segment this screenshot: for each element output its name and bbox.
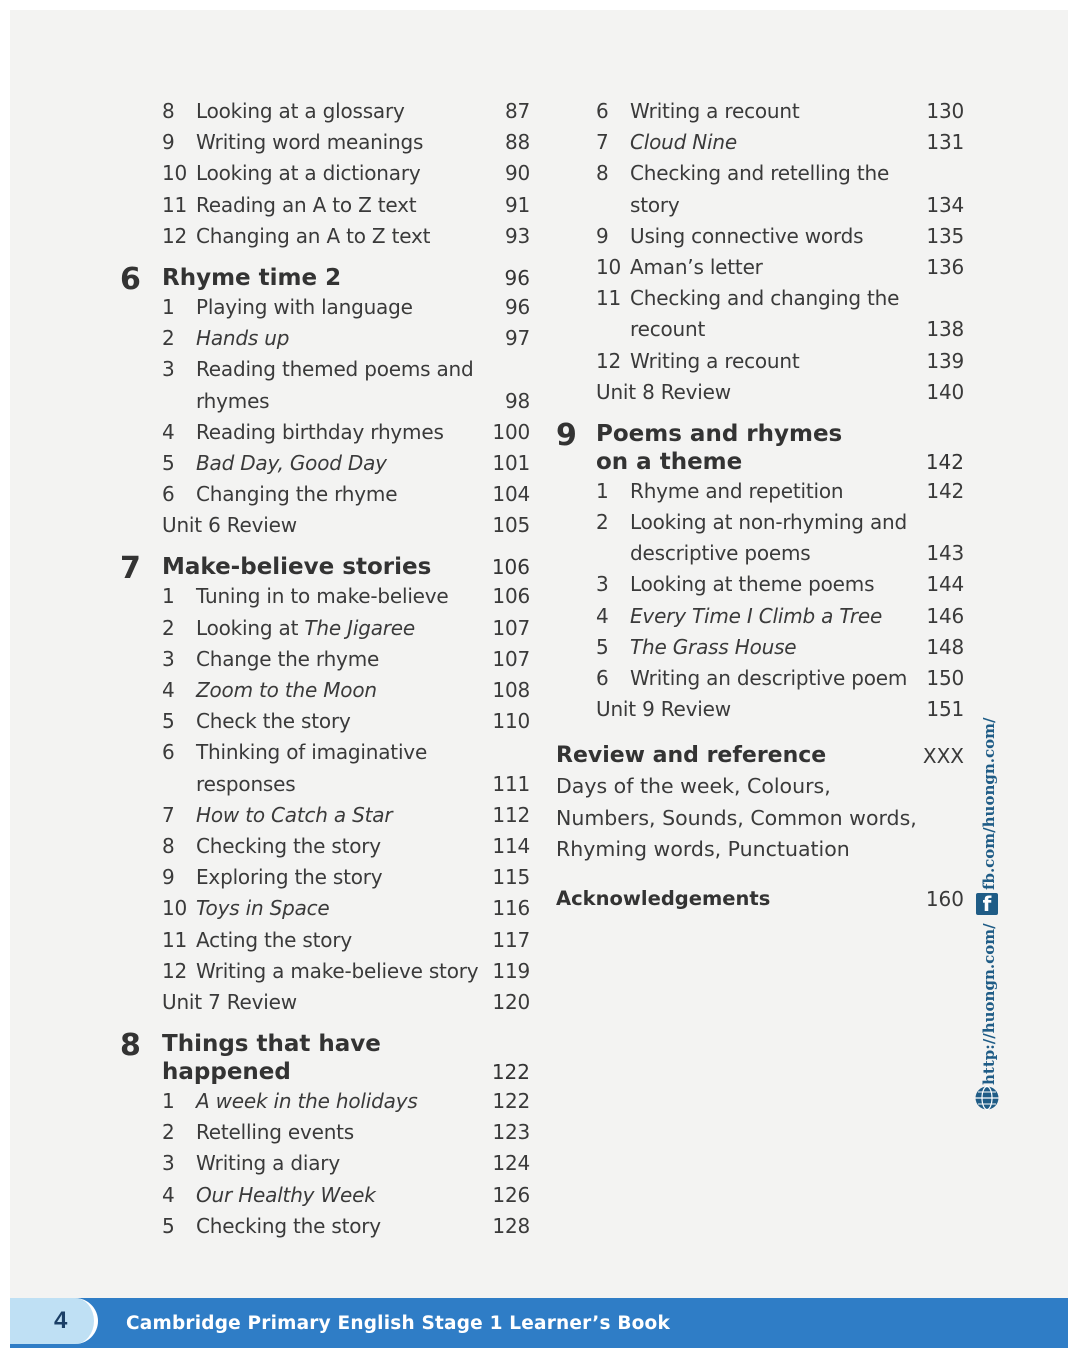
- entry-page: 117: [492, 927, 530, 952]
- entry-title: Change the rhyme: [196, 646, 380, 671]
- entry-number: 9: [162, 865, 175, 890]
- entry-page: 112: [492, 802, 530, 827]
- entry-number: 3: [162, 646, 175, 671]
- entry-page: 136: [926, 254, 964, 279]
- unit-number: 6: [120, 261, 141, 297]
- acknowledgements-page: 160: [925, 886, 964, 911]
- review-label: Unit 8 Review: [596, 379, 731, 404]
- entry-number: 12: [162, 958, 188, 983]
- globe-icon: [974, 1085, 1000, 1111]
- entry-title: [196, 613, 415, 644]
- entry-page: 148: [926, 634, 964, 659]
- entry-title: Thinking of imaginative: [196, 740, 428, 765]
- entry-number: 10: [162, 896, 188, 921]
- toc-entry: [556, 252, 964, 283]
- entry-title: Retelling events: [196, 1120, 355, 1145]
- entry-number: 5: [162, 1213, 175, 1238]
- toc-entry: [556, 346, 964, 377]
- entry-number: 5: [162, 709, 175, 734]
- entry-title: Looking at non-rhyming and: [630, 510, 907, 535]
- unit-number: 8: [120, 1028, 141, 1064]
- toc-entry: [556, 601, 964, 632]
- entry-number: 3: [162, 357, 175, 382]
- toc-entry: [556, 190, 964, 221]
- entry-number: 6: [162, 740, 175, 765]
- entry-title-italic: The Jigaree: [304, 615, 415, 640]
- toc-entry: [120, 800, 530, 831]
- entry-page: 135: [926, 223, 964, 248]
- entry-title: Acting the story: [196, 927, 352, 952]
- entry-title: Checking the story: [196, 1213, 381, 1238]
- toc-entry: [120, 448, 530, 479]
- reference-page: XXX: [922, 744, 964, 769]
- entry-number: 9: [162, 130, 175, 155]
- entry-page: 138: [926, 317, 964, 342]
- facebook-icon: f: [976, 893, 998, 915]
- toc-entry: [120, 323, 530, 354]
- review-page: 151: [926, 697, 964, 722]
- entry-title: Reading birthday rhymes: [196, 419, 444, 444]
- entry-title: Tuning in to make-believe: [196, 584, 449, 609]
- entry-page: 126: [492, 1182, 530, 1207]
- entry-number: 9: [596, 223, 609, 248]
- entry-number: 8: [162, 99, 175, 123]
- entry-title: story: [630, 192, 680, 217]
- reference-line: Rhyming words, Punctuation: [556, 837, 850, 862]
- toc-entry: [556, 158, 964, 189]
- toc-entry: [120, 1117, 530, 1148]
- toc-entry: [556, 283, 964, 314]
- entry-page: 119: [492, 958, 530, 983]
- entry-page: 87: [504, 99, 530, 123]
- toc-entry: [120, 479, 530, 510]
- entry-page: 96: [504, 294, 530, 319]
- entry-title: rhymes: [196, 388, 270, 413]
- entry-title: Writing a recount: [630, 348, 800, 373]
- entry-title: Exploring the story: [196, 865, 383, 890]
- toc-entry: [120, 158, 530, 189]
- entry-title: Cloud Nine: [630, 130, 737, 155]
- entry-title: Toys in Space: [196, 896, 330, 921]
- reference-line: Numbers, Sounds, Common words,: [556, 805, 917, 830]
- toc-entry: [120, 221, 530, 252]
- entry-page: 93: [504, 223, 530, 248]
- entry-title: Changing an A to Z text: [196, 223, 431, 248]
- toc-entry: [556, 538, 964, 569]
- book-title: Cambridge Primary English Stage 1 Learner’s Book: [126, 1313, 670, 1334]
- unit-number: 9: [556, 417, 577, 453]
- entry-number: 4: [162, 678, 175, 702]
- entry-page: 150: [926, 666, 964, 690]
- unit-title-line2: happened: [162, 1059, 291, 1086]
- toc-entry: [120, 1086, 530, 1117]
- entry-page: 114: [492, 833, 530, 858]
- unit-6-lessons: [120, 292, 530, 510]
- review-and-reference-section: [556, 741, 964, 865]
- unit-title-line2: on a theme: [596, 448, 743, 475]
- entry-title: Checking and changing the: [630, 286, 900, 311]
- entry-number: 6: [162, 482, 175, 507]
- entry-title: Reading themed poems and: [196, 357, 474, 382]
- toc-entry: [120, 613, 530, 644]
- facebook-watermark-text: fb.com/huongn.com/: [980, 717, 998, 890]
- toc-entry: [120, 769, 530, 800]
- toc-entry: [120, 354, 530, 385]
- unit-6-heading: [120, 261, 530, 297]
- entry-page: 104: [492, 482, 530, 507]
- entry-number: 4: [596, 603, 609, 628]
- entry-number: 1: [162, 294, 175, 319]
- toc-entry: [556, 569, 964, 600]
- entry-title: descriptive poems: [630, 541, 811, 566]
- side-watermark: [968, 717, 1012, 1120]
- toc-entry: [120, 862, 530, 893]
- entry-title: Hands up: [196, 326, 290, 351]
- entry-page: 97: [504, 326, 530, 351]
- entry-page: 128: [492, 1213, 530, 1238]
- toc-entry: [120, 127, 530, 158]
- toc-entry: [120, 386, 530, 417]
- review-label: Unit 9 Review: [596, 697, 731, 722]
- entry-number: 1: [162, 1089, 175, 1114]
- entry-number: 8: [596, 161, 609, 186]
- entry-page: 98: [504, 388, 530, 413]
- unit-8-lessons: [120, 1086, 530, 1242]
- entry-number: 6: [596, 99, 609, 123]
- entry-title: recount: [630, 317, 706, 342]
- review-label: Unit 6 Review: [162, 513, 297, 538]
- entry-number: 2: [162, 326, 175, 351]
- entry-title: The Grass House: [630, 634, 797, 659]
- entry-page: 111: [492, 771, 530, 796]
- toc-entry: [556, 96, 964, 127]
- toc-entry: [556, 507, 964, 538]
- entry-number: 4: [162, 1182, 175, 1207]
- toc-entry: [120, 581, 530, 612]
- entry-page: 143: [926, 541, 964, 566]
- entry-number: 6: [596, 666, 609, 690]
- unit-9-heading: [556, 417, 964, 476]
- unit-page: 142: [925, 449, 964, 474]
- entry-number: 10: [596, 254, 622, 279]
- entry-title: A week in the holidays: [196, 1089, 418, 1114]
- toc-entry: [120, 893, 530, 924]
- toc-entry: [120, 831, 530, 862]
- toc-entry: [120, 1211, 530, 1242]
- entry-number: 2: [162, 615, 175, 640]
- unit-7-lessons: [120, 581, 530, 986]
- entry-number: 7: [162, 802, 175, 827]
- entry-title: Writing word meanings: [196, 130, 424, 155]
- entry-number: 1: [162, 584, 175, 609]
- entry-number: 12: [162, 223, 188, 248]
- reference-title: Review and reference: [556, 743, 827, 769]
- entry-number: 11: [596, 286, 622, 311]
- review-page: 120: [492, 989, 530, 1014]
- entry-page: 107: [492, 646, 530, 671]
- toc-entry: [556, 476, 964, 507]
- entry-page: 91: [504, 192, 530, 217]
- entry-page: 107: [492, 615, 530, 640]
- contents-right-column: [556, 96, 964, 914]
- toc-entry: [120, 417, 530, 448]
- toc-entry: [556, 221, 964, 252]
- entry-number: 2: [596, 510, 609, 535]
- entry-title: Bad Day, Good Day: [196, 450, 387, 475]
- entry-title: Every Time I Climb a Tree: [630, 603, 883, 628]
- entry-title: Rhyme and repetition: [630, 478, 844, 503]
- entry-title: Zoom to the Moon: [196, 678, 377, 702]
- unit-6-review: [120, 510, 530, 541]
- unit-8-review: [556, 377, 964, 408]
- toc-entry: [120, 956, 530, 987]
- unit-number: 7: [120, 551, 141, 587]
- entry-page: 101: [492, 450, 530, 475]
- review-page: 105: [492, 513, 530, 538]
- toc-entry: [120, 1180, 530, 1211]
- entry-number: 4: [162, 419, 175, 444]
- entry-page: 90: [504, 161, 530, 186]
- toc-entry: [120, 1148, 530, 1179]
- unit-page: 122: [491, 1060, 530, 1085]
- entry-number: 10: [162, 161, 188, 186]
- unit-title: Rhyme time 2: [162, 264, 342, 291]
- entry-title: Using connective words: [630, 223, 864, 248]
- entry-page: 108: [492, 678, 530, 702]
- entry-page: 115: [492, 865, 530, 890]
- entry-page: 134: [926, 192, 964, 217]
- contents-left-column: [120, 96, 530, 1242]
- toc-entry: [556, 127, 964, 158]
- entry-title: Writing a make-believe story: [196, 958, 479, 983]
- entry-page: 139: [926, 348, 964, 373]
- entry-number: 3: [162, 1151, 175, 1176]
- entry-title: Changing the rhyme: [196, 482, 398, 507]
- entry-number: 5: [162, 450, 175, 475]
- unit-title-line1: Poems and rhymes: [596, 420, 843, 447]
- review-label: Unit 7 Review: [162, 989, 297, 1014]
- unit-title-line1: Things that have: [162, 1031, 381, 1058]
- entry-title: responses: [196, 771, 296, 796]
- entry-title: Looking at a glossary: [196, 99, 405, 123]
- entry-page: 116: [492, 896, 530, 921]
- entry-page: 123: [492, 1120, 530, 1145]
- toc-entry: [120, 190, 530, 221]
- toc-entry: [120, 292, 530, 323]
- unit-8-lessons-continued: [556, 96, 964, 377]
- entry-page: 106: [492, 584, 530, 609]
- toc-entry: [120, 644, 530, 675]
- toc-entry: [556, 314, 964, 345]
- entry-title: Checking and retelling the: [630, 161, 890, 186]
- unit5-continued-list: [120, 96, 530, 252]
- review-page: 140: [926, 379, 964, 404]
- toc-entry: [120, 737, 530, 768]
- entry-page: 130: [926, 99, 964, 123]
- entry-title: Reading an A to Z text: [196, 192, 417, 217]
- acknowledgements-entry: [556, 884, 964, 914]
- acknowledgements-title: Acknowledgements: [556, 886, 771, 910]
- entry-number: 8: [162, 833, 175, 858]
- entry-page: 144: [926, 572, 964, 597]
- website-watermark-text: http://huongn.com/: [980, 923, 998, 1085]
- entry-title: Looking at a dictionary: [196, 161, 421, 186]
- unit-title: Make-believe stories: [162, 554, 432, 581]
- entry-page: 146: [926, 603, 964, 628]
- entry-title: Our Healthy Week: [196, 1182, 376, 1207]
- toc-entry: [556, 663, 964, 694]
- entry-title: Writing an descriptive poem: [630, 666, 908, 690]
- unit-page: 106: [491, 555, 530, 580]
- entry-title: Looking at theme poems: [630, 572, 875, 597]
- entry-number: 11: [162, 192, 188, 217]
- entry-number: 1: [596, 478, 609, 503]
- entry-number: 2: [162, 1120, 175, 1145]
- entry-number: 12: [596, 348, 622, 373]
- toc-entry: [556, 632, 964, 663]
- unit-8-heading: [120, 1030, 530, 1086]
- toc-entry: [120, 706, 530, 737]
- unit-7-review: [120, 987, 530, 1018]
- entry-title: How to Catch a Star: [196, 802, 393, 827]
- entry-number: 5: [596, 634, 609, 659]
- entry-page: 110: [492, 709, 530, 734]
- entry-title: Aman’s letter: [630, 254, 763, 279]
- entry-number: 11: [162, 927, 188, 952]
- toc-entry: [120, 925, 530, 956]
- toc-entry: [120, 96, 530, 127]
- entry-page: 122: [492, 1089, 530, 1114]
- entry-page: 142: [926, 478, 964, 503]
- entry-page: 124: [492, 1151, 530, 1176]
- unit-9-review: [556, 694, 964, 725]
- unit-7-heading: [120, 551, 530, 587]
- toc-entry: [120, 675, 530, 706]
- entry-title-text: Looking at: [196, 615, 305, 640]
- entry-title: Playing with language: [196, 294, 413, 319]
- entry-page: 131: [926, 130, 964, 155]
- entry-title: Checking the story: [196, 833, 381, 858]
- entry-page: 100: [492, 419, 530, 444]
- entry-number: 7: [596, 130, 609, 155]
- reference-line: Days of the week, Colours,: [556, 774, 831, 799]
- entry-number: 3: [596, 572, 609, 597]
- unit-9-lessons: [556, 476, 964, 694]
- unit-page: 96: [504, 265, 530, 290]
- entry-page: 88: [504, 130, 530, 155]
- page-number: 4: [54, 1307, 68, 1334]
- entry-title: Check the story: [196, 709, 351, 734]
- entry-title: Writing a recount: [630, 99, 800, 123]
- page-number-tab: [10, 1298, 98, 1344]
- entry-title: Writing a diary: [196, 1151, 340, 1176]
